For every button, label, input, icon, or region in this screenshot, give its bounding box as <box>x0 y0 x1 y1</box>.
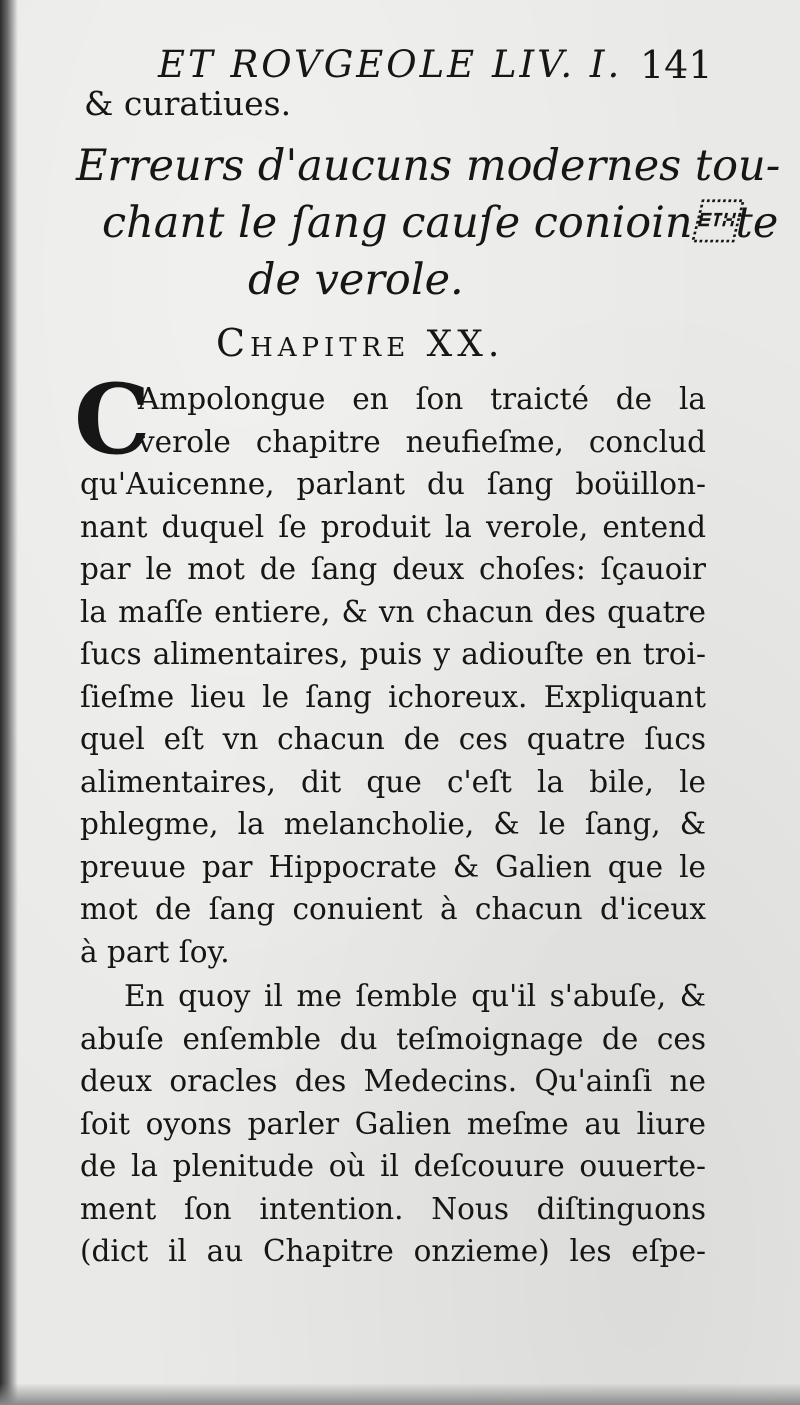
chapter-number: XX. <box>426 324 505 365</box>
page-number: 141 <box>640 43 713 87</box>
text-line: Ampolongue en ſon traicté de la <box>138 382 706 416</box>
section-title-line: Erreurs d'aucuns modernes tou- <box>76 141 781 191</box>
text-line: ment ſon intention. Nous diſtinguons <box>80 1191 706 1226</box>
text-line: phlegme, la melancholie, & le ſang, & <box>80 807 706 841</box>
text-line: En quoy il me ſemble qu'il s'abuſe, & <box>124 979 706 1013</box>
text-line: verole chapitre neufieſme, conclud <box>138 424 706 459</box>
paragraph-2 <box>80 975 706 1273</box>
text-line: (dict il au Chapitre onzieme) les eſpe- <box>80 1234 706 1268</box>
text-line: nant duquel ſe produit la verole, entend <box>80 509 706 544</box>
text-line: abuſe enſemble du teſmoignage de ces <box>80 1021 706 1056</box>
text-line: qu'Auicenne, parlant du ſang boüillon- <box>80 467 706 501</box>
section-title-line: chant le ſang cauſe coniointe <box>102 198 779 248</box>
text-line: quel eſt vn chacun de ces quatre ſucs <box>80 722 706 756</box>
carryover-line: & curatiues. <box>84 84 292 123</box>
chapter-initial: C <box>216 321 251 365</box>
paragraph-1 <box>80 378 706 973</box>
text-line: ſucs alimentaires, puis y adiouſte en troi- <box>80 637 706 671</box>
section-title <box>70 138 781 309</box>
chapter-heading <box>216 318 616 368</box>
text-line: de la plenitude où il deſcouure ouuerte- <box>80 1149 706 1183</box>
text-line: ſieſme lieu le ſang ichoreux. Expliquant <box>80 679 706 714</box>
running-head-title: ET ROVGEOLE LIV. I. <box>158 43 623 86</box>
text-line: deux oracles des Medecins. Qu'ainſi ne <box>80 1064 706 1098</box>
drop-cap: C <box>74 363 151 476</box>
text-line: à part ſoy. <box>80 934 230 969</box>
chapter-word: HAPITRE <box>250 333 411 363</box>
text-line: ſoit oyons parler Galien meſme au liure <box>80 1106 706 1141</box>
text-line: par le mot de ſang deux choſes: ſçauoir <box>80 552 706 586</box>
text-line: la maſſe entiere, & vn chacun des quatre <box>80 594 706 629</box>
text-line: alimentaires, dit que c'eſt la bile, le <box>80 764 706 799</box>
text-line: mot de ſang conuient à chacun d'iceux <box>80 892 706 926</box>
page-bottom-shadow <box>0 1383 800 1405</box>
section-title-line: de verole. <box>248 255 464 305</box>
page-gutter-shadow <box>0 0 18 1405</box>
text-line: preuue par Hippocrate & Galien que le <box>80 849 706 884</box>
